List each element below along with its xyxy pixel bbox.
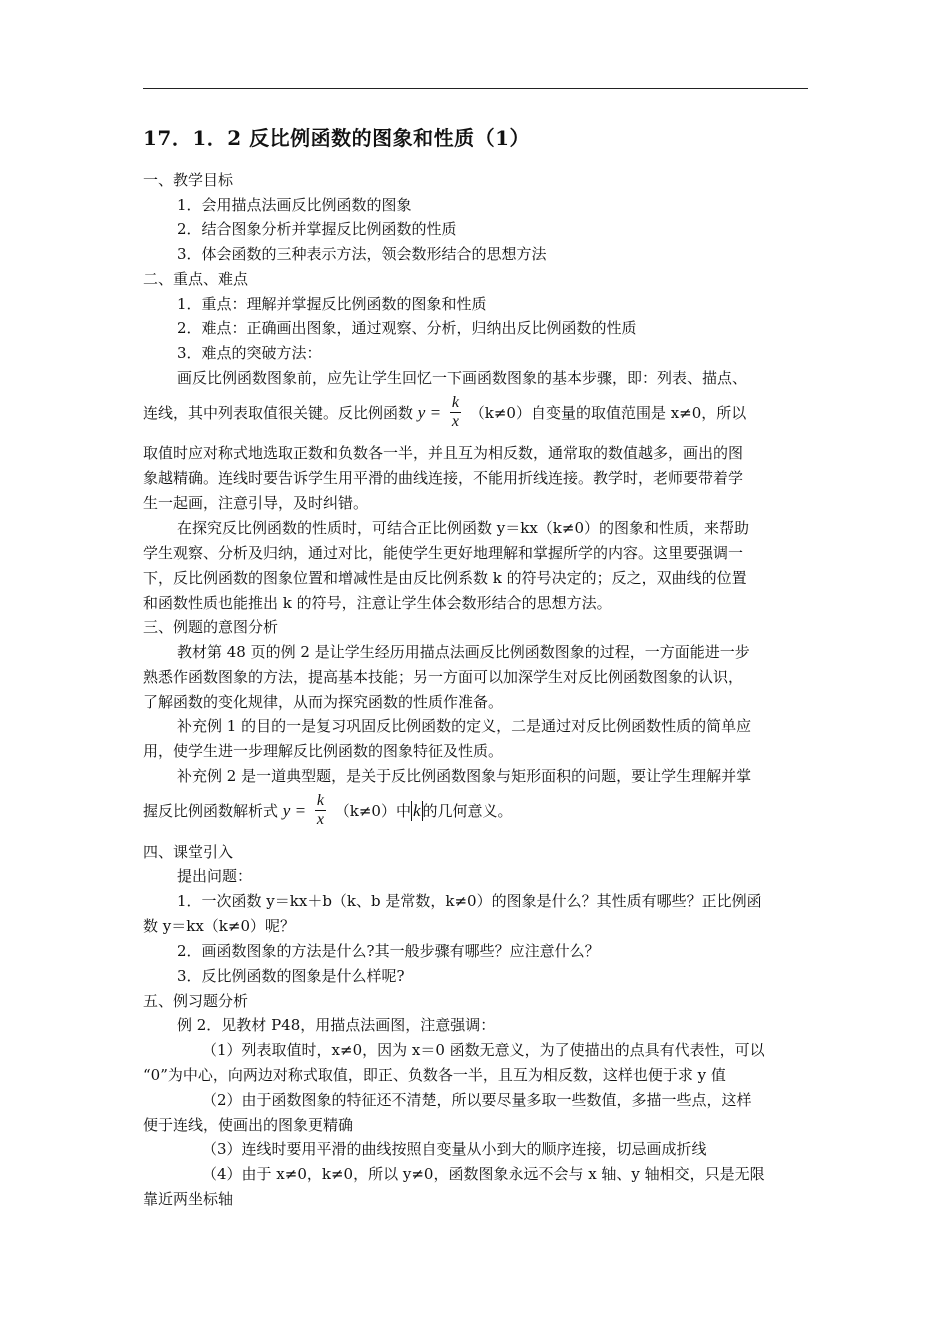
fraction-denominator: x [316, 810, 324, 828]
list-item: 3．难点的突破方法： [177, 344, 322, 362]
list-item: 2．结合图象分析并掌握反比例函数的性质 [177, 220, 457, 238]
absolute-value-k: k [412, 801, 421, 820]
list-item: 2．难点：正确画出图象，通过观察、分析，归纳出反比例函数的性质 [177, 319, 637, 337]
question-line: 2．画函数图象的方法是什么?其一般步骤有哪些？应注意什么？ [177, 942, 600, 960]
fraction-k-over-x [315, 792, 326, 829]
paragraph-line: 熟悉作函数图象的方法，提高基本技能；另一方面可以加深学生对反比例函数图象的认识， [143, 668, 744, 686]
paragraph-line: 下，反比例函数的图象位置和增减性是由反比例系数 k 的符号决定的；反之，双曲线的位置 [143, 569, 747, 587]
question-line: 1．一次函数 y＝kx＋b（k、b 是常数，k≠0）的图象是什么？其性质有哪些？正比例函 [177, 892, 762, 910]
paragraph-line-with-formula [143, 393, 746, 433]
paragraph-line: 象越精确。连线时要告诉学生用平滑的曲线连接，不能用折线连接。教学时，老师要带着学 [143, 469, 744, 487]
paragraph-line: 画反比例函数图象前，应先让学生回忆一下画函数图象的基本步骤，即：列表、描点、 [177, 369, 748, 387]
paragraph-line-with-formula [143, 791, 513, 831]
paragraph-line: 提出问题： [177, 867, 253, 885]
note-line: （2）由于函数图象的特征还不清楚，所以要尽量多取一些数值，多描一些点，这样 [202, 1091, 752, 1109]
fraction-denominator: x [451, 412, 459, 430]
paragraph-line: 在探究反比例函数的性质时，可结合正比例函数 y＝kx（k≠0）的图象和性质，来帮助 [177, 519, 749, 537]
section-heading-example-intent: 三、例题的意图分析 [143, 618, 279, 636]
text-span: 的几何意义。 [422, 802, 513, 820]
paragraph-line: 学生观察、分析及归纳，通过对比，能使学生更好地理解和掌握所学的内容。这里要强调一 [143, 544, 744, 562]
note-line: （1）列表取值时，x≠0，因为 x＝0 函数无意义，为了使描出的点具有代表性，可以 [202, 1041, 765, 1059]
text-span: 握反比例函数解析式 [143, 802, 279, 820]
page-title: 17．1．2 反比例函数的图象和性质（1） [143, 126, 531, 150]
fraction-k-over-x [450, 394, 461, 431]
section-heading-introduction: 四、课堂引入 [143, 843, 234, 861]
paragraph-line: 和函数性质也能推出 k 的符号，注意让学生体会数形结合的思想方法。 [143, 594, 612, 612]
formula-y: y = [282, 801, 307, 820]
paragraph-line: 教材第 48 页的例 2 是让学生经历用描点法画反比例函数图象的过程，一方面能进一步 [177, 643, 750, 661]
paragraph-line: 用，使学生进一步理解反比例函数的图象特征及性质。 [143, 742, 504, 760]
fraction-numerator: k [316, 791, 324, 809]
note-line: 便于连线，使画出的图象更精确 [143, 1116, 354, 1134]
list-item: 1．重点：理解并掌握反比例函数的图象和性质 [177, 295, 487, 313]
question-line: 3．反比例函数的图象是什么样呢? [177, 967, 405, 985]
list-item: 1．会用描点法画反比例函数的图象 [177, 196, 412, 214]
fraction-numerator: k [451, 393, 459, 411]
section-heading-key-points: 二、重点、难点 [143, 270, 249, 288]
note-line: “0”为中心，向两边对称式取值，即正、负数各一半，且互为相反数，这样也便于求 y 值 [143, 1066, 726, 1084]
text-span: （k≠0）自变量的取值范围是 x≠0，所以 [469, 404, 747, 422]
note-line: （3）连线时要用平滑的曲线按照自变量从小到大的顺序连接，切忌画成折线 [202, 1140, 707, 1158]
paragraph-line: 了解函数的变化规律，从而为探究函数的性质作准备。 [143, 693, 504, 711]
note-line: 靠近两坐标轴 [143, 1190, 234, 1208]
paragraph-line: 生一起画，注意引导，及时纠错。 [143, 494, 369, 512]
text-span: （k≠0）中 [334, 802, 411, 820]
paragraph-line: 例 2．见教材 P48，用描点法画图，注意强调： [177, 1016, 496, 1034]
list-item: 3．体会函数的三种表示方法，领会数形结合的思想方法 [177, 245, 547, 263]
paragraph-line: 补充例 2 是一道典型题，是关于反比例函数图象与矩形面积的问题，要让学生理解并掌 [177, 767, 752, 785]
section-heading-exercises: 五、例习题分析 [143, 992, 249, 1010]
section-heading-objectives: 一、教学目标 [143, 171, 234, 189]
note-line: （4）由于 x≠0，k≠0，所以 y≠0，函数图象永远不会与 x 轴、y 轴相交，只是无限 [202, 1165, 765, 1183]
paragraph-line: 取值时应对称式地选取正数和负数各一半，并且互为相反数，通常取的数值越多，画出的图 [143, 444, 744, 462]
text-span: 连线，其中列表取值很关键。反比例函数 [143, 404, 414, 422]
formula-y: y = [417, 403, 442, 422]
question-line: 数 y＝kx（k≠0）呢？ [143, 917, 295, 935]
header-rule [143, 88, 808, 89]
paragraph-line: 补充例 1 的目的一是复习巩固反比例函数的定义，二是通过对反比例函数性质的简单应 [177, 717, 752, 735]
